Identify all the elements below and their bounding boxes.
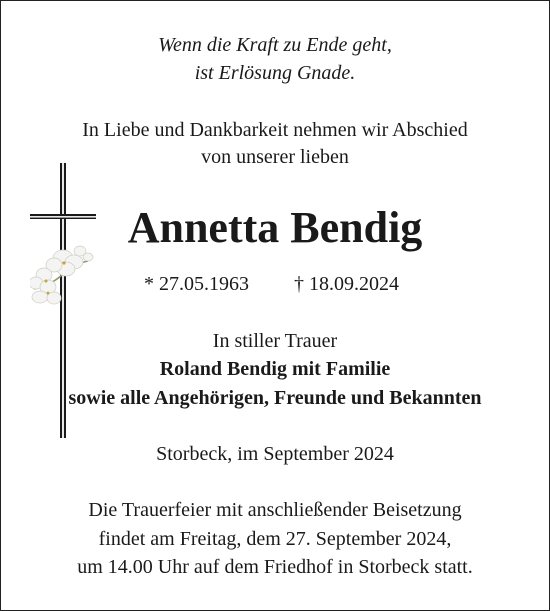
mourners-family: Roland Bendig mit Familie [159,358,391,380]
funeral-line-1: Die Trauerfeier mit anschließender Beisetzung [88,499,462,521]
intro-line-2: von unserer lieben [201,146,349,168]
mourners-intro: In stiller Trauer [212,330,338,352]
funeral-line-2: findet am Freitag, dem 27. September 2024, [98,528,452,550]
mourners-others: sowie alle Angehörigen, Freunde und Bekannten [68,387,482,409]
funeral-line-3: um 14.00 Uhr auf dem Friedhof in Storbeck statt. [77,556,473,578]
death-date: † 18.09.2024 [294,273,399,295]
motto-line-2: ist Erlösung Gnade. [194,62,356,84]
deceased-name: Annetta Bendig [127,203,423,252]
birth-date: * 27.05.1963 [144,273,249,295]
intro-line-1: In Liebe und Dankbarkeit nehmen wir Abschied [82,119,468,141]
motto-line-1: Wenn die Kraft zu Ende geht, [158,34,392,56]
place-date: Storbeck, im September 2024 [156,443,394,465]
